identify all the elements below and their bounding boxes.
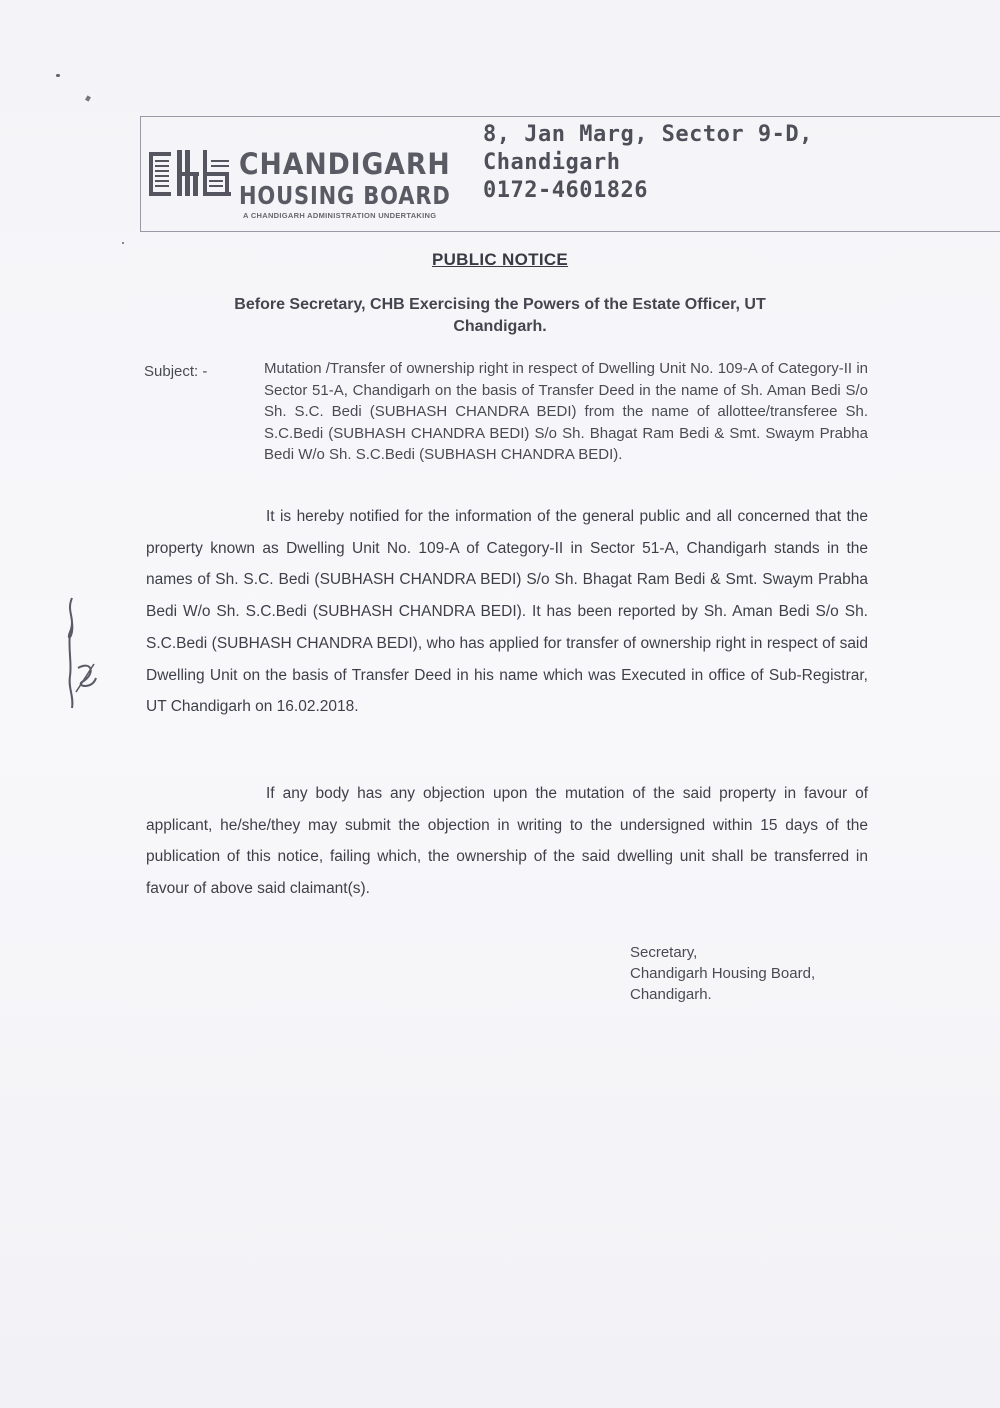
notice-title-text: PUBLIC NOTICE — [431, 250, 569, 269]
scan-speck — [85, 95, 91, 101]
authority-line: Before Secretary, CHB Exercising the Powers of the Estate Officer, UT Chandigarh. — [234, 296, 766, 335]
notice-paragraph-2: If any body has any objection upon the mutation of the said property in favour of applicant, he/she/they may submit the objection in writing to the undersigned within 15 days of the publication of this notice, failing which, the ownership of the said dwelling unit shall be transferred in favour of above said claimant(s). — [146, 785, 868, 898]
notice-paragraph-1: It is hereby notified for the information of the general public and all concerned that the property known as Dwelling Unit No. 109-A of Category-II in Sector 51-A, Chandigarh stands in the names of Sh. S.C. Bedi (SUBHASH CHANDRA BEDI) S/o Sh. Bhagat Ram Bedi & Smt. Swaym Prabha Bedi W/o Sh. S.C.Bedi (SUBHASH CHANDRA BEDI). It has been reported by Sh. Aman Bedi S/o Sh. S.C.Bedi (SUBHASH CHANDRA BEDI), who has applied for transfer of ownership right in respect of said Dwelling Unit on the basis of Transfer Deed in his name which was Executed in office of Sub-Registrar, UT Chandigarh on 16.02.2018. — [146, 508, 868, 716]
handwritten-initials-icon — [52, 592, 112, 712]
chb-logo-mark-icon — [149, 150, 235, 200]
logo-tagline: A CHANDIGARH ADMINISTRATION UNDERTAKING — [243, 211, 437, 220]
letterhead-address — [483, 121, 813, 205]
signature-line1: Secretary, — [630, 944, 698, 961]
address-line1: 8, Jan Marg, Sector 9-D, — [483, 122, 813, 147]
subject-text: Mutation /Transfer of ownership right in respect of Dwelling Unit No. 109-A of Category-II in Sector 51-A, Chandigarh on the basis of Transfer Deed in the name of Sh. Aman Bedi S/o Sh. S.C. Bedi (SUBHASH CHANDRA BEDI) from the name of allottee/transferee Sh. S.C.Bedi (SUBHASH CHANDRA BEDI) S/o Sh. Bhagat Ram Bedi & Smt. Swaym Prabha Bedi W/o Sh. S.C.Bedi (SUBHASH CHANDRA BEDI). — [264, 360, 868, 463]
signature-line2: Chandigarh Housing Board, — [630, 965, 816, 982]
logo-name-line2: HOUSING BOARD — [239, 181, 451, 210]
phone-number: 0172-4601826 — [483, 178, 648, 203]
signature-line3: Chandigarh. — [630, 986, 712, 1003]
subject-label: Subject: - — [144, 363, 208, 380]
scan-speck — [56, 74, 60, 77]
chb-logo — [149, 147, 479, 225]
notice-title — [0, 250, 1000, 270]
address-line2: Chandigarh — [483, 150, 621, 175]
scan-speck — [122, 242, 124, 244]
letterhead — [140, 116, 1000, 232]
signature-block — [630, 942, 815, 1005]
logo-name-line1: CHANDIGARH — [239, 147, 451, 181]
